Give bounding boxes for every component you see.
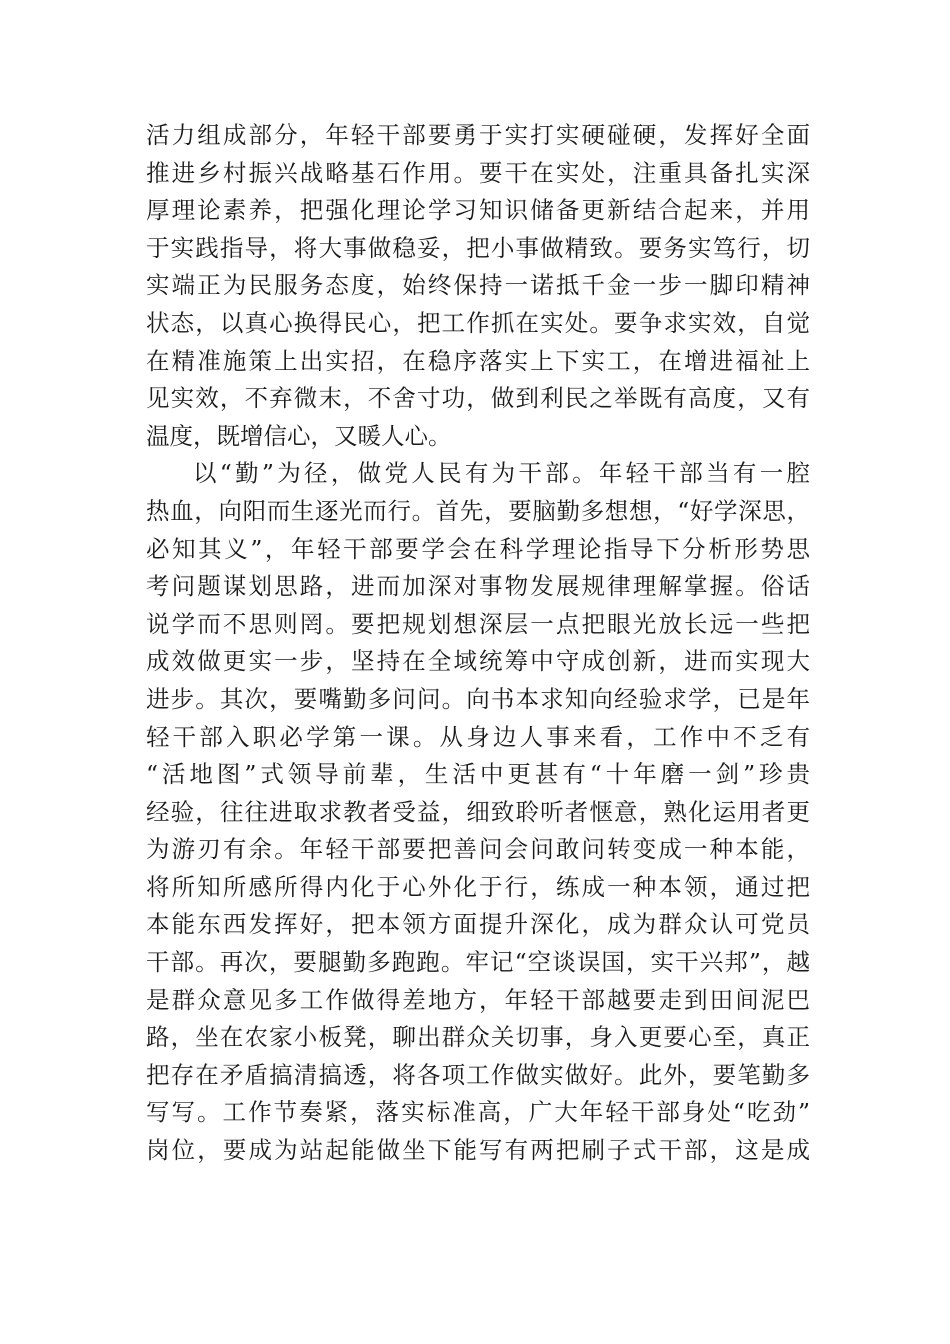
text-line: 成效做更实一步，坚持在全域统筹中守成创新，进而实现大 xyxy=(146,647,810,676)
text-line: 见实效，不弃微末，不舍寸功，做到利民之举既有高度，又有 xyxy=(146,384,810,413)
text-line: 实端正为民服务态度，始终保持一诺抵千金一步一脚印精神 xyxy=(146,271,810,300)
paragraph-end-line: 温度，既增信心，又暖人心。 xyxy=(146,421,452,450)
text-line: 岗位，要成为站起能做坐下能写有两把刷子式干部，这是成 xyxy=(146,1136,810,1165)
text-line: 经验，往往进取求教者受益，细致聆听者惬意，熟化运用者更 xyxy=(146,797,810,826)
text-line: 活力组成部分，年轻干部要勇于实打实硬碰硬，发挥好全面 xyxy=(146,121,810,149)
text-line: 推进乡村振兴战略基石作用。要干在实处，注重具备扎实深 xyxy=(146,158,810,187)
text-line: 本能东西发挥好，把本领方面提升深化，成为群众认可党员 xyxy=(146,910,810,939)
body-text xyxy=(146,117,810,1170)
text-line: 在精准施策上出实招，在稳序落实上下实工，在增进福祉上 xyxy=(146,346,810,375)
text-line: 进步。其次，要嘴勤多问问。向书本求知向经验求学，已是年 xyxy=(146,684,810,713)
text-line: 路，坐在农家小板凳，聊出群众关切事，身入更要心至，真正 xyxy=(146,1023,810,1052)
text-line: 写写。工作节奏紧，落实标准高，广大年轻干部身处“吃劲” xyxy=(146,1098,810,1127)
text-line: 把存在矛盾搞清搞透，将各项工作做实做好。此外，要笔勤多 xyxy=(146,1060,810,1089)
text-line: 为游刃有余。年轻干部要把善问会问敢问转变成一种本能， xyxy=(146,835,810,864)
text-line: 考问题谋划思路，进而加深对事物发展规律理解掌握。俗话 xyxy=(146,572,810,601)
text-line: 轻干部入职必学第一课。从身边人事来看，工作中不乏有 xyxy=(146,722,810,751)
text-line: 状态，以真心换得民心，把工作抓在实处。要争求实效，自觉 xyxy=(146,308,810,337)
text-line: “活地图”式领导前辈，生活中更甚有“十年磨一剑”珍贵 xyxy=(146,760,810,789)
text-line: 必知其义”，年轻干部要学会在科学理论指导下分析形势思 xyxy=(146,534,810,563)
text-line: 干部。再次，要腿勤多跑跑。牢记“空谈误国，实干兴邦”，越 xyxy=(146,948,810,977)
text-line: 于实践指导，将大事做稳妥，把小事做精致。要务实笃行，切 xyxy=(146,233,810,262)
text-line: 将所知所感所得内化于心外化于行，练成一种本领，通过把 xyxy=(146,872,810,901)
paragraph-first-line: 以“勤”为径，做党人民有为干部。年轻干部当有一腔 xyxy=(193,459,810,488)
text-line: 厚理论素养，把强化理论学习知识储备更新结合起来，并用 xyxy=(146,196,810,225)
text-line: 说学而不思则罔。要把规划想深层一点把眼光放长远一些把 xyxy=(146,609,810,638)
text-line: 热血，向阳而生逐光而行。首先，要脑勤多想想，“好学深思， xyxy=(146,496,810,525)
text-line: 是群众意见多工作做得差地方，年轻干部越要走到田间泥巴 xyxy=(146,985,810,1014)
